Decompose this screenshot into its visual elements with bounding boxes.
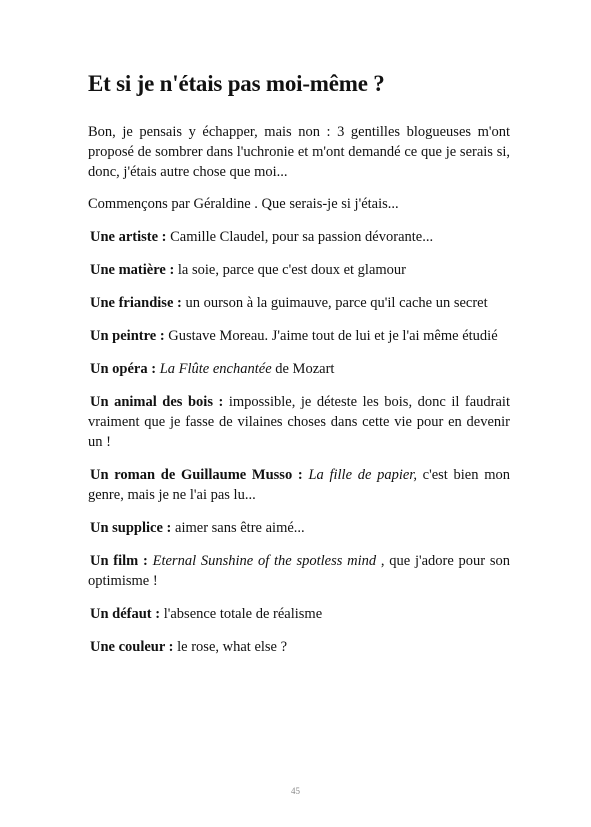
item-text: un ourson à la guimauve, parce qu'il cache un secret [181,295,488,311]
item-text: Gustave Moreau. J'aime tout de lui et je l'ai même étudié [164,328,498,344]
item-label: Un supplice : [90,520,172,536]
item-label: Un film : [90,553,148,569]
item-label: Une friandise : [90,295,182,311]
list-item [88,326,510,346]
item-text: la soie, parce que c'est doux et glamour [174,262,406,278]
list-item [88,551,510,591]
item-label: Un défaut : [90,606,161,622]
item-text: Camille Claudel, pour sa passion dévorante... [166,229,434,245]
item-text: l'absence totale de réalisme [160,606,323,622]
item-label: Un peintre : [90,328,165,344]
list-item [88,465,510,505]
item-text: aimer sans être aimé... [171,520,305,536]
item-text: le rose, what else ? [173,639,288,655]
list-item [88,518,510,538]
item-text-after: , que j'adore pour son optimisme ! [88,553,511,589]
item-italic-title: La Flûte enchantée [159,361,272,377]
list-item [88,392,510,452]
document-page [88,66,510,657]
item-text-after: c'est bien mon genre, mais je ne l'ai pas lu... [88,467,510,503]
list-item [88,604,510,624]
item-italic-title: Eternal Sunshine of the spotless mind [152,553,377,569]
intro-paragraph: Bon, je pensais y échapper, mais non : 3 gentilles blogueuses m'ont proposé de sombrer dans l'uchronie et m'ont demandé ce que je serais si, donc, j'étais autre chose que moi... [88,124,510,180]
item-text-after: de Mozart [271,361,335,377]
page-number: 45 [291,786,300,796]
item-label: Une couleur : [90,639,174,655]
lead-paragraph: Commençons par Géraldine . Que serais-je si j'étais... [88,196,399,212]
list-item [88,359,510,379]
item-label: Un roman de Guillaume Musso : [90,467,303,483]
item-label: Un animal des bois : [90,394,224,410]
item-text: impossible, je déteste les bois, donc il faudrait vraiment que je fasse de vilaines choses dans cette vie pour en devenir un ! [88,394,510,450]
item-italic-title: La fille de papier, [308,467,417,483]
item-label: Un opéra : [90,361,157,377]
list-item [88,293,510,313]
list-item [88,227,510,247]
item-label: Une artiste : [90,229,167,245]
list-item [88,637,510,657]
item-label: Une matière : [90,262,175,278]
page-title: Et si je n'étais pas moi-même ? [88,71,385,96]
list-item [88,260,510,280]
